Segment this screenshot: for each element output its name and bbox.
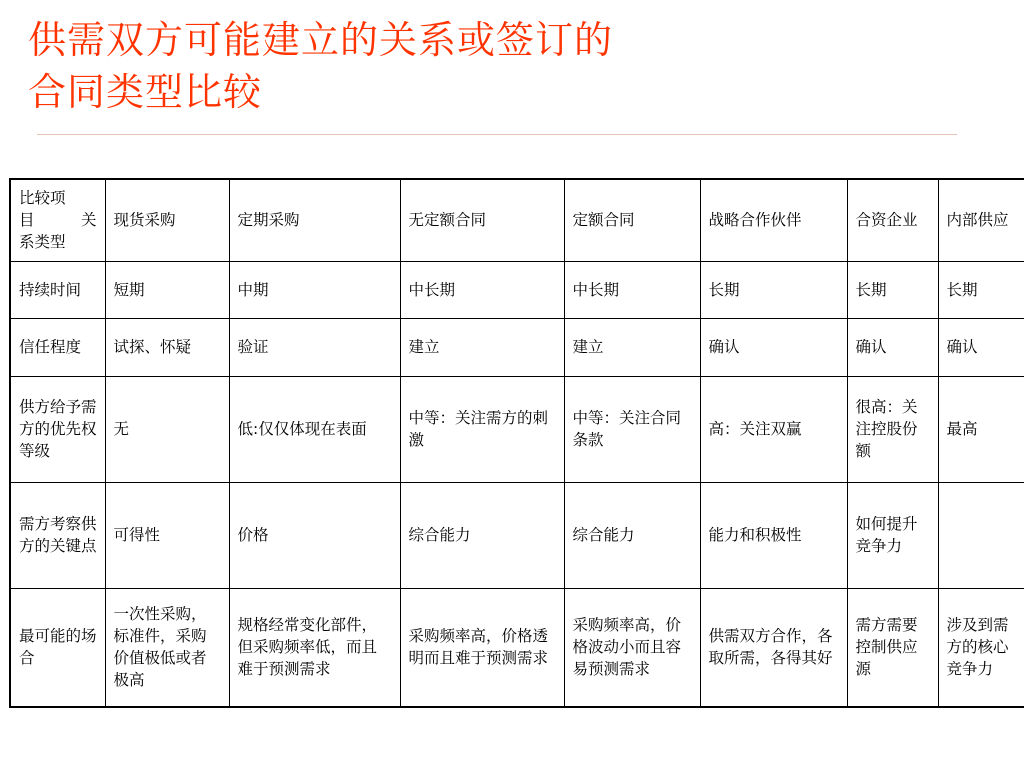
table-header-row xyxy=(10,179,1024,261)
table-cell: 能力和积极性 xyxy=(700,482,847,588)
table-cell: 供需双方合作，各取所需，各得其好 xyxy=(700,588,847,707)
table-cell: 确认 xyxy=(847,318,938,376)
row-label: 持续时间 xyxy=(10,261,105,318)
table-cell xyxy=(938,482,1024,588)
table-row xyxy=(10,588,1024,707)
table-cell: 价格 xyxy=(229,482,400,588)
table-cell: 最高 xyxy=(938,376,1024,482)
table-cell: 长期 xyxy=(938,261,1024,318)
table-cell: 中长期 xyxy=(400,261,564,318)
table-cell: 综合能力 xyxy=(564,482,700,588)
table-cell: 如何提升竞争力 xyxy=(847,482,938,588)
row-label: 信任程度 xyxy=(10,318,105,376)
table-cell: 采购频率高，价格透明而且难于预测需求 xyxy=(400,588,564,707)
corner-line-2b: 关 xyxy=(80,211,97,230)
header-cell: 战略合作伙伴 xyxy=(700,179,847,261)
table-cell: 采购频率高，价格波动小而且容易预测需求 xyxy=(564,588,700,707)
table-row xyxy=(10,318,1024,376)
header-cell: 定额合同 xyxy=(564,179,700,261)
corner-line-3: 系类型 xyxy=(19,233,66,252)
row-label: 最可能的场合 xyxy=(10,588,105,707)
table-cell: 中等：关注需方的刺激 xyxy=(400,376,564,482)
table-cell: 无 xyxy=(105,376,229,482)
header-cell: 现货采购 xyxy=(105,179,229,261)
row-label: 需方考察供方的关键点 xyxy=(10,482,105,588)
comparison-table xyxy=(9,178,1024,708)
header-cell: 无定额合同 xyxy=(400,179,564,261)
page-title xyxy=(28,14,928,118)
header-cell: 内部供应 xyxy=(938,179,1024,261)
table-cell: 建立 xyxy=(400,318,564,376)
table-cell: 确认 xyxy=(938,318,1024,376)
header-cell: 合资企业 xyxy=(847,179,938,261)
table-cell: 中长期 xyxy=(564,261,700,318)
table-cell: 可得性 xyxy=(105,482,229,588)
table-cell: 验证 xyxy=(229,318,400,376)
table-cell: 高：关注双赢 xyxy=(700,376,847,482)
table-row xyxy=(10,376,1024,482)
row-label: 供方给予需方的优先权等级 xyxy=(10,376,105,482)
header-cell: 定期采购 xyxy=(229,179,400,261)
corner-line-2 xyxy=(19,209,97,231)
page-title-line-1: 供需双方可能建立的关系或签订的 xyxy=(28,18,614,62)
table-cell: 很高：关注控股份额 xyxy=(847,376,938,482)
table-cell: 需方需要控制供应源 xyxy=(847,588,938,707)
page-title-line-2: 合同类型比较 xyxy=(28,70,263,114)
table-cell: 低:仅仅体现在表面 xyxy=(229,376,400,482)
table-cell: 涉及到需方的核心竞争力 xyxy=(938,588,1024,707)
corner-line-1: 比较项 xyxy=(19,189,66,208)
table-cell: 长期 xyxy=(700,261,847,318)
corner-cell xyxy=(10,179,105,261)
table-cell: 中期 xyxy=(229,261,400,318)
table-cell: 试探、怀疑 xyxy=(105,318,229,376)
table-cell: 一次性采购，标准件，采购价值极低或者极高 xyxy=(105,588,229,707)
table-row xyxy=(10,482,1024,588)
table-row xyxy=(10,261,1024,318)
table-cell: 建立 xyxy=(564,318,700,376)
table-cell: 规格经常变化部件，但采购频率低，而且难于预测需求 xyxy=(229,588,400,707)
table-cell: 综合能力 xyxy=(400,482,564,588)
table-cell: 短期 xyxy=(105,261,229,318)
table-cell: 长期 xyxy=(847,261,938,318)
table-cell: 确认 xyxy=(700,318,847,376)
title-divider xyxy=(37,134,957,135)
corner-line-2a: 目 xyxy=(19,211,35,230)
table-cell: 中等：关注合同条款 xyxy=(564,376,700,482)
